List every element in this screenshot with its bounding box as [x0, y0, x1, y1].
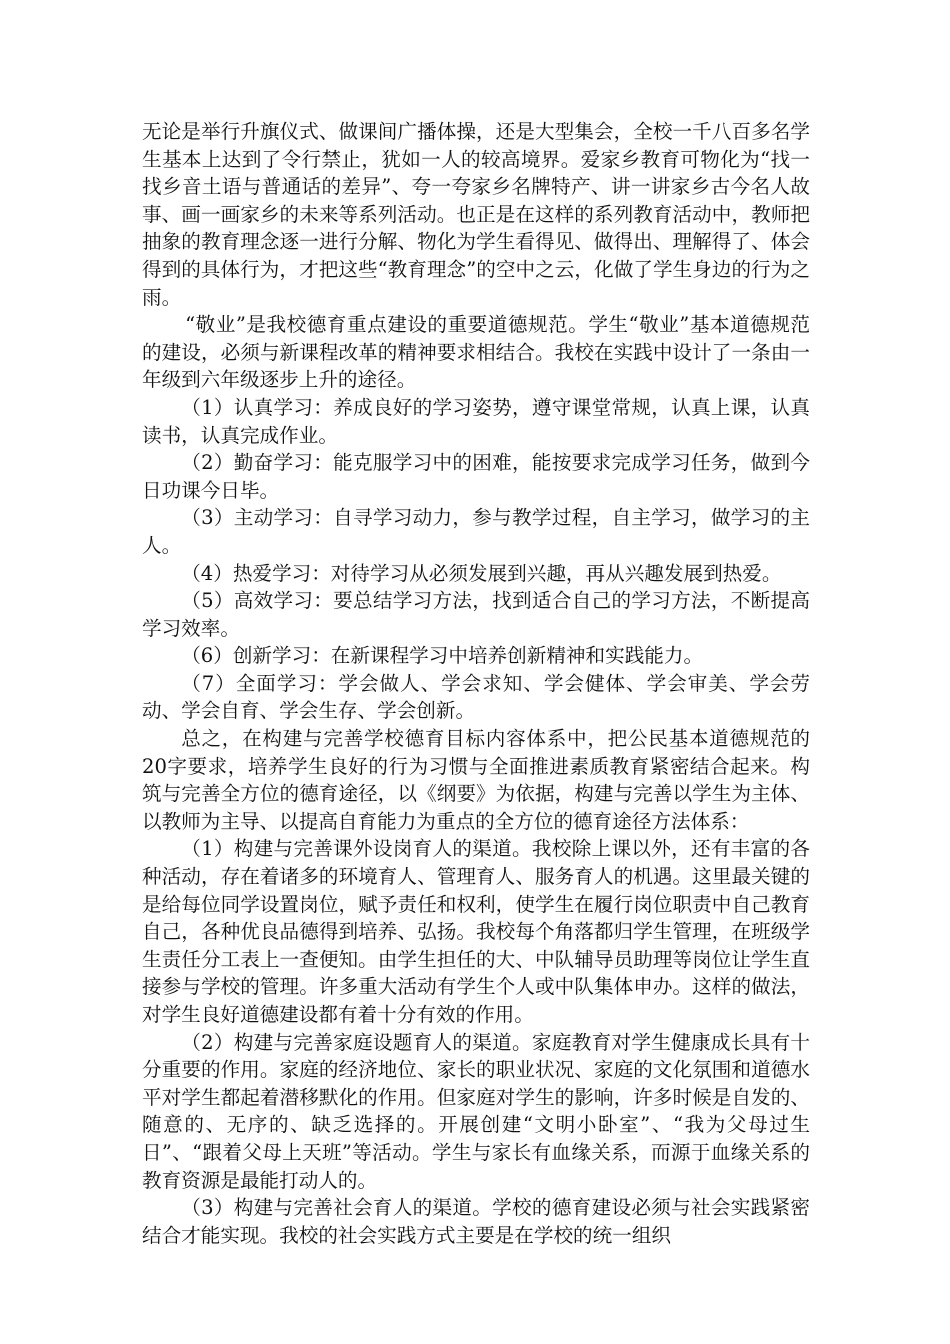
list-item-4: （4）热爱学习：对待学习从必须发展到兴趣，再从兴趣发展到热爱。 — [181, 561, 782, 585]
list-item-5: （5）高效学习：要总结学习方法，找到适合自己的学习方法，不断提高学习效率。 — [142, 589, 810, 640]
channel-item-2: （2）构建与完善家庭设题育人的渠道。家庭教育对学生健康成长具有十分重要的作用。家庭的经济地位、家长的职业状况、家庭的文化氛围和道德水平对学生都起着潜移默化的作用。但家庭对学生的影响，许多时候是自发的、随意的、无序的、缺乏选择的。开展创建“文明小卧室”、“我为父母过生日”、“跟着父母上天班”等活动。学生与家长有血缘关系，而源于血缘关系的教育资源是最能打动人的。 — [142, 1030, 810, 1192]
channel-item-1: （1）构建与完善课外设岗育人的渠道。我校除上课以外，还有丰富的各种活动，存在着诸多的环境育人、管理育人、服务育人的机遇。这里最关键的是给每位同学设置岗位，赋予责任和权利，使学生在履行岗位职责中自己教育自己，各种优良品德得到培养、弘扬。我校每个角落都归学生管理，在班级学生责任分工表上一查便知。由学生担任的大、中队辅导员助理等岗位让学生直接参与学校的管理。许多重大活动有学生个人或中队集体申办。这样的做法，对学生良好道德建设都有着十分有效的作用。 — [142, 837, 810, 1026]
list-item-6: （6）创新学习：在新课程学习中培养创新精神和实践能力。 — [181, 644, 704, 668]
list-item-2: （2）勤奋学习：能克服学习中的困难，能按要求完成学习任务，做到今日功课今日毕。 — [142, 451, 810, 502]
paragraph-jingye: “敬业”是我校德育重点建设的重要道德规范。学生“敬业”基本道德规范的建设，必须与新课程改革的精神要求相结合。我校在实践中设计了一条由一年级到六年级逐步上升的途径。 — [142, 313, 810, 392]
list-item-3: （3）主动学习：自寻学习动力，参与教学过程，自主学习，做学习的主人。 — [142, 506, 810, 557]
list-item-7: （7）全面学习：学会做人、学会求知、学会健体、学会审美、学会劳动、学会自育、学会生存、学会创新。 — [142, 671, 810, 723]
list-item-1: （1）认真学习：养成良好的学习姿势，遵守课堂常规，认真上课，认真读书，认真完成作业。 — [142, 395, 810, 447]
channel-item-3: （3）构建与完善社会育人的渠道。学校的德育建设必须与社会实践紧密结合才能实现。我校的社会实践方式主要是在学校的统一组织 — [142, 1196, 810, 1247]
paragraph-summary: 总之，在构建与完善学校德育目标内容体系中，把公民基本道德规范的20字要求，培养学生良好的行为习惯与全面推进素质教育紧密结合起来。构筑与完善全方位的德育途径，以《纲要》为依据，构建与完善以学生为主体、以教师为主导、以提高自育能力为重点的全方位的德育途径方法体系： — [142, 727, 810, 833]
paragraph-continuation: 无论是举行升旗仪式、做课间广播体操，还是大型集会，全校一千八百多名学生基本上达到了令行禁止，犹如一人的较高境界。爱家乡教育可物化为“找一找乡音土语与普通话的差异”、夸一夸家乡名牌特产、讲一讲家乡古今名人故事、画一画家乡的未来等系列活动。也正是在这样的系列教育活动中，教师把抽象的教育理念逐一进行分解、物化为学生看得见、做得出、理解得了、体会得到的具体行为，才把这些“教育理念”的空中之云，化做了学生身边的行为之雨。 — [142, 120, 810, 309]
document-page — [142, 118, 810, 1249]
